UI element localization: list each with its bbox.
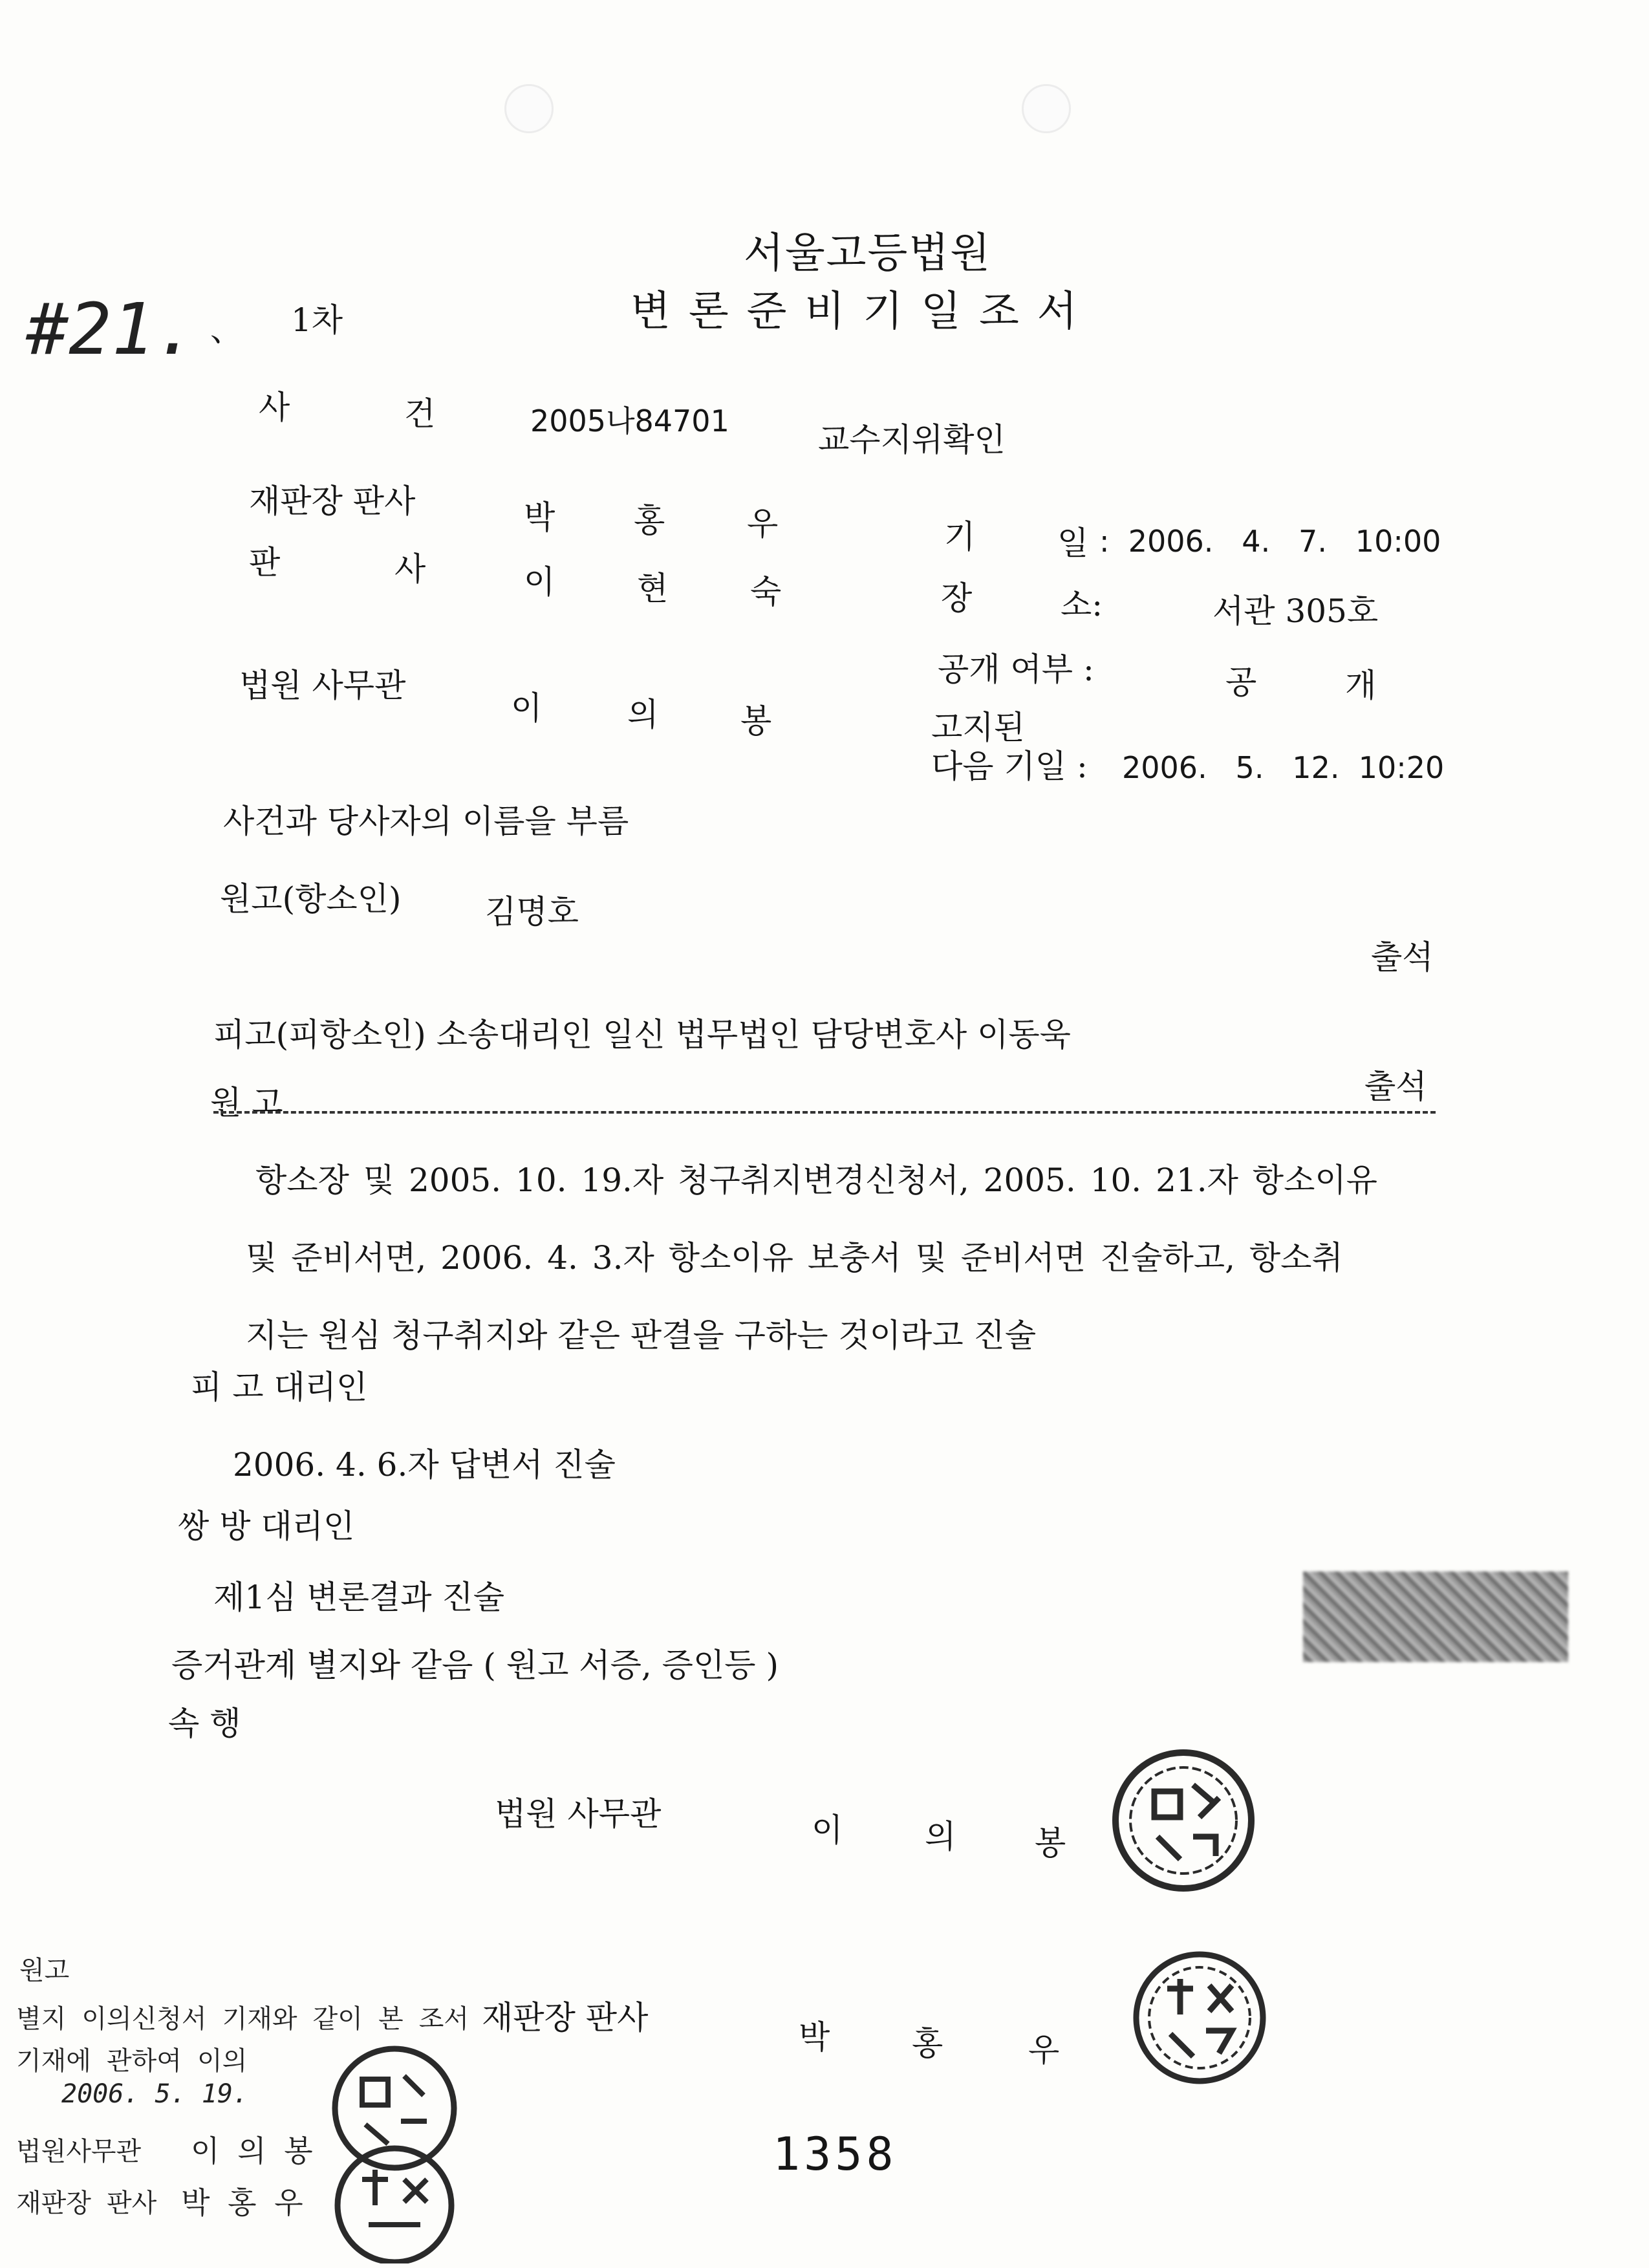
court-name: 서울고등법원 — [744, 230, 991, 277]
date-value: : 2006. 4. 7. 10:00 — [1099, 524, 1441, 559]
handwritten-line-5-label: 법원사무관 — [16, 2137, 142, 2166]
next-date-value: 2006. 5. 12. 10:20 — [1122, 750, 1445, 785]
date-label-1: 기 — [944, 518, 976, 556]
paragraph-1-line-3: 지는 원심 청구취지와 같은 판결을 구하는 것이라고 진술 — [246, 1317, 1037, 1354]
handwritten-line-2: 별지 이의신청서 기재와 같이 본 조서 — [16, 2004, 469, 2034]
place-label-2: 소: — [1061, 586, 1103, 623]
presiding-judge-name-2: 홍 — [634, 502, 665, 539]
punch-hole-left — [504, 84, 554, 133]
dashed-divider — [213, 1111, 1436, 1114]
call-text: 사건과 당사자의 이름을 부름 — [223, 803, 629, 840]
defendant-status: 출석 — [1364, 1068, 1427, 1105]
paragraph-3: 제1심 변론결과 진술 — [213, 1579, 504, 1616]
place-label-1: 장 — [941, 579, 973, 617]
signature-clerk-name-2: 의 — [925, 1818, 956, 1855]
defendant-line: 피고(피항소인) 소송대리인 일신 법무법인 담당변호사 이동욱 — [213, 1016, 1071, 1053]
clerk-name-2: 의 — [627, 696, 659, 733]
judge-name-1: 이 — [524, 563, 555, 601]
judge-seal — [1128, 1947, 1271, 2089]
judge-name-2: 현 — [637, 570, 669, 607]
presiding-judge-name-3: 우 — [747, 505, 779, 543]
presiding-judge-label: 재판장 판사 — [249, 482, 416, 520]
next-date-label-2: 다음 기일 : — [931, 748, 1088, 785]
signature-judge-name-1: 박 — [799, 2018, 830, 2056]
paragraph-2: 2006. 4. 6.자 답변서 진술 — [233, 1446, 616, 1484]
annotation-dots: 、 — [210, 311, 242, 349]
signature-judge-label: 재판장 판사 — [482, 1999, 649, 2036]
punch-hole-right — [1022, 84, 1071, 133]
handwritten-line-6-label: 재판장 판사 — [16, 2188, 157, 2218]
paragraph-1-line-2: 및 준비서면, 2006. 4. 3.자 항소이유 보충서 및 준비서면 진술하고, 항소취 — [246, 1239, 1343, 1277]
section-both: 쌍 방 대리인 — [178, 1507, 355, 1545]
judge-label-2: 사 — [394, 550, 426, 588]
signature-judge-name-2: 홍 — [912, 2025, 943, 2062]
plaintiff-label: 원고(항소인) — [220, 880, 402, 918]
place-value: 서관 305호 — [1212, 592, 1379, 630]
case-label-1: 사 — [259, 389, 290, 426]
redacted-area — [1303, 1571, 1568, 1662]
judge-name-3: 숙 — [750, 573, 782, 610]
clerk-seal — [1109, 1746, 1258, 1895]
section-plaintiff: 원 고 — [210, 1084, 283, 1121]
signature-clerk-name-3: 봉 — [1035, 1824, 1066, 1862]
section-defendant: 피 고 대리인 — [191, 1368, 368, 1406]
public-value-2: 개 — [1345, 667, 1377, 704]
handwritten-line-5-name: 이 의 봉 — [191, 2133, 313, 2168]
signature-judge-name-3: 우 — [1028, 2031, 1060, 2069]
continue-text: 속 행 — [168, 1705, 241, 1742]
signature-clerk-name-1: 이 — [812, 1811, 843, 1849]
clerk-label: 법원 사무관 — [239, 667, 406, 704]
plaintiff-name: 김명호 — [485, 893, 579, 931]
public-value-1: 공 — [1225, 664, 1257, 701]
handwritten-judge-seal — [323, 2141, 466, 2263]
date-label-2: 일 — [1057, 524, 1089, 562]
annotation-number: #21. — [26, 288, 197, 371]
paragraph-1-line-1: 항소장 및 2005. 10. 19.자 청구취지변경신청서, 2005. 10. 21.자 항소이유 — [255, 1161, 1377, 1199]
session-label: 1차 — [291, 301, 343, 339]
evidence-line: 증거관계 별지와 같음 ( 원고 서증, 증인등 ) — [171, 1647, 779, 1684]
clerk-name-1: 이 — [511, 689, 543, 727]
public-label: 공개 여부 : — [938, 651, 1094, 688]
plaintiff-status: 출석 — [1371, 938, 1434, 976]
presiding-judge-name-1: 박 — [524, 499, 555, 536]
case-number: 2005나84701 — [530, 404, 729, 438]
handwritten-line-1: 원고 — [19, 1956, 70, 1985]
signature-clerk-label: 법원 사무관 — [495, 1795, 662, 1833]
document-title: 변론준비기일조서 — [630, 288, 1095, 336]
case-name: 교수지위확인 — [818, 421, 1006, 459]
case-label-2: 건 — [404, 395, 436, 433]
page-number: 1358 — [773, 2128, 898, 2181]
clerk-name-3: 봉 — [740, 702, 772, 740]
next-date-label-1: 고지된 — [931, 709, 1025, 746]
handwritten-line-4: 2006. 5. 19. — [61, 2079, 248, 2109]
handwritten-line-6-name: 박 홍 우 — [181, 2185, 303, 2220]
handwritten-line-3: 기재에 관하여 이의 — [16, 2046, 248, 2076]
judge-label-1: 판 — [249, 544, 281, 581]
